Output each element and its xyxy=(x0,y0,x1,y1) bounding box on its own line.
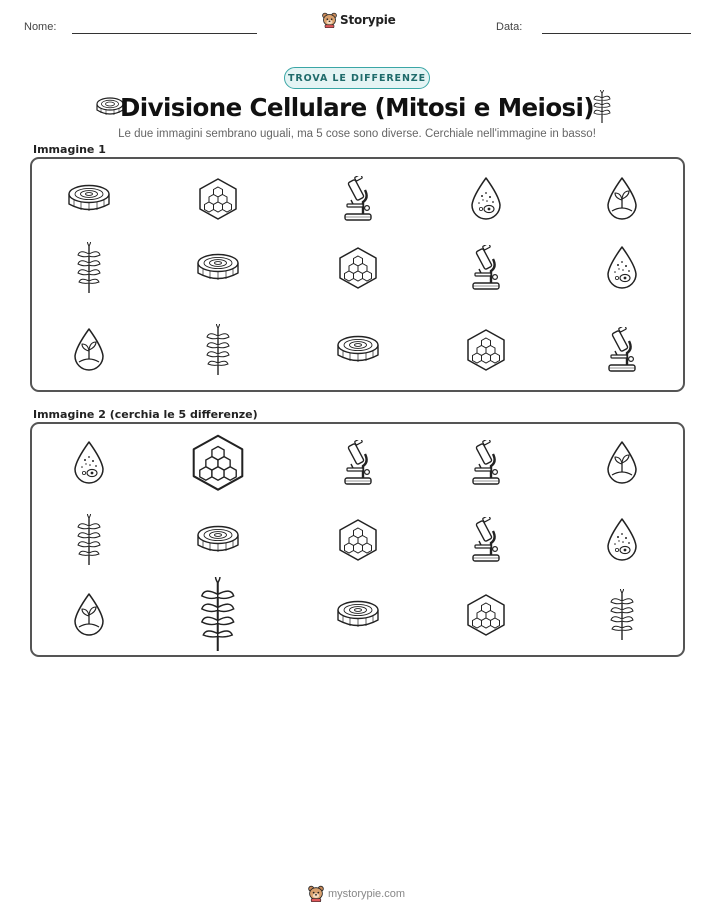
tree-ring-icon xyxy=(196,524,240,556)
bacteria-drop-icon xyxy=(605,245,639,291)
footer-link[interactable]: mystorypie.com xyxy=(328,887,406,900)
microscope-icon xyxy=(469,440,503,486)
honeycomb-icon xyxy=(338,246,378,290)
honeycomb-icon xyxy=(191,433,245,492)
honeycomb-icon xyxy=(198,177,238,221)
page-title: Divisione Cellulare (Mitosi e Meiosi) xyxy=(120,93,594,122)
date-label: Data: xyxy=(496,21,523,33)
microscope-icon xyxy=(341,440,375,486)
date-line xyxy=(542,33,691,34)
tree-ring-icon xyxy=(196,252,240,284)
leaf-branch-icon xyxy=(74,514,104,566)
leaf-branch-icon xyxy=(74,242,104,294)
bear-mascot-icon xyxy=(308,885,324,902)
seedling-drop-icon xyxy=(72,327,106,373)
name-line xyxy=(72,33,257,34)
bacteria-drop-icon xyxy=(469,176,503,222)
honeycomb-icon xyxy=(466,593,506,637)
brand-logo xyxy=(322,12,396,28)
seedling-drop-icon xyxy=(605,440,639,486)
image2-label: Immagine 2 (cerchia le 5 differenze) xyxy=(33,408,258,421)
brand-name: Storypie xyxy=(340,13,396,27)
footer xyxy=(308,885,405,902)
tree-ring-icon xyxy=(336,334,380,366)
tree-ring-icon xyxy=(336,599,380,631)
honeycomb-icon xyxy=(338,518,378,562)
microscope-icon xyxy=(469,517,503,563)
name-label: Nome: xyxy=(24,21,57,33)
tree-ring-icon xyxy=(67,183,111,215)
bacteria-drop-icon xyxy=(605,517,639,563)
microscope-icon xyxy=(605,327,639,373)
leaf-branch-icon xyxy=(607,589,637,641)
bacteria-drop-icon xyxy=(72,440,106,486)
instructions: Le due immagini sembrano uguali, ma 5 cose sono diverse. Cerchiale nell'immagine in basso! xyxy=(118,128,596,140)
microscope-icon xyxy=(341,176,375,222)
seedling-drop-icon xyxy=(605,176,639,222)
leaf-branch-icon xyxy=(203,324,233,376)
find-differences-badge: TROVA LE DIFFERENZE xyxy=(284,67,430,89)
microscope-icon xyxy=(469,245,503,291)
image1-label: Immagine 1 xyxy=(33,143,106,156)
bear-mascot-icon xyxy=(322,12,337,28)
honeycomb-icon xyxy=(466,328,506,372)
leaf-branch-icon xyxy=(591,90,613,124)
leaf-branch-icon xyxy=(196,577,240,652)
seedling-drop-icon xyxy=(72,592,106,638)
